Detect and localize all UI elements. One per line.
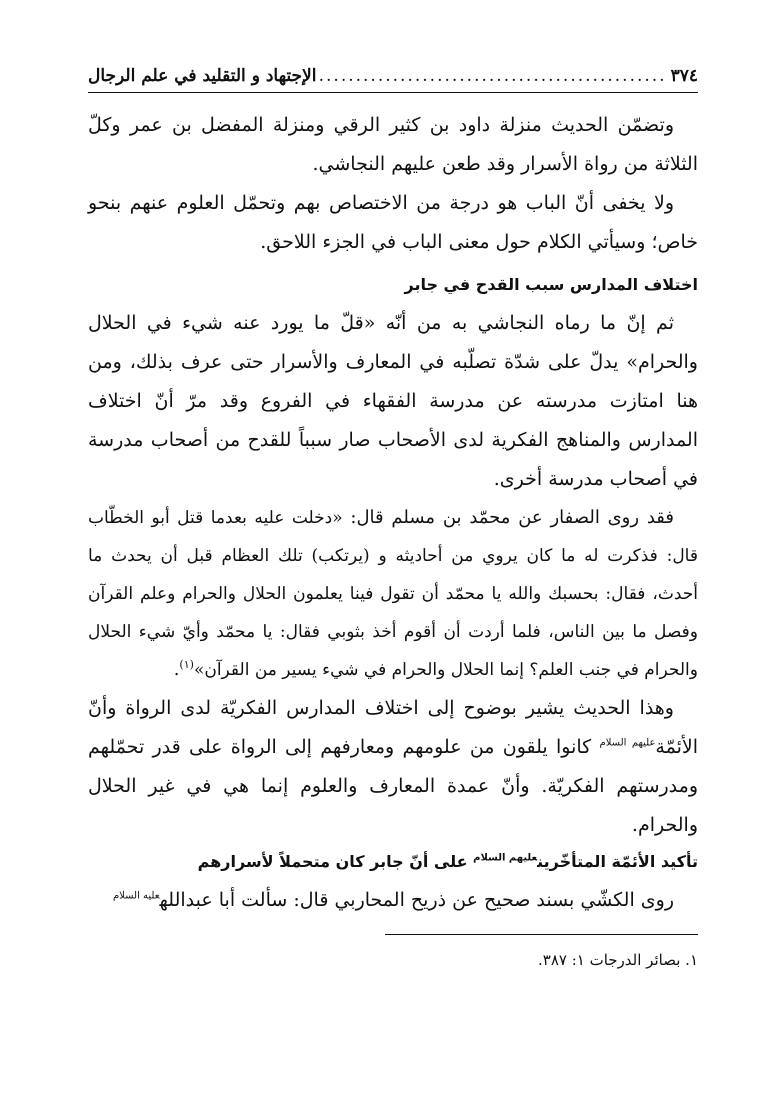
paragraph-1: وتضمّن الحديث منزلة داود بن كثير الرقي ومنزلة المفضل بن عمر وكلّ الثلاثة من رواة الأسرار وقد طعن عليهم النجاشي. bbox=[88, 114, 698, 175]
section-heading-1: اختلاف المدارس سبب القدح في جابر bbox=[404, 275, 698, 294]
honorific-symbol: عليهم السلام bbox=[599, 737, 656, 749]
paragraph-2: ولا يخفى أنّ الباب هو درجة من الاختصاص بهم وتحمّل العلوم عنهم بنحو خاص؛ وسيأتي الكلام حول معنى الباب في الجزء اللاحق. bbox=[88, 192, 698, 253]
section-heading-2 bbox=[88, 845, 698, 879]
running-header bbox=[88, 62, 698, 90]
paragraph-5 bbox=[88, 689, 698, 845]
paragraph-3 bbox=[88, 304, 698, 499]
running-title: الإجتهاد و التقليد في علم الرجال bbox=[88, 66, 317, 86]
paragraph-3-rest: يدلّ على شدّة تصلّبه في المعارف والأسرار حتى عرف بذلك، ومن هنا امتازت مدرسته عن مدرسة الفقهاء في الفروع وقد مرّ أنّ اختلاف المدارس والمناهج الفكرية لدى الأصحاب صار سبباً للقدح من أصحاب مدرسة في أصحاب مدرسة أخرى. bbox=[88, 351, 698, 490]
main-text bbox=[88, 106, 698, 920]
footnote-rule bbox=[385, 934, 698, 935]
paragraph-5-b: كانوا يلقون من علومهم ومعارفهم إلى الرواة على قدر تحمّلهم ومدرستهم الفكريّة. وأنّ عمدة المعارف والعلوم إنما هي في غير الحلال والحرام. bbox=[88, 736, 698, 836]
page-number: ٣٧٤ bbox=[670, 66, 698, 86]
section-heading-2-a: تأكيد الأئمّة المتأخّرين bbox=[537, 852, 698, 871]
paragraph-3-quote: «قلّ ما يورد عنه شيء في الحلال والحرام» bbox=[88, 312, 698, 373]
header-dot-leader bbox=[320, 66, 666, 86]
footnote-ref: (١) bbox=[179, 658, 194, 671]
paragraph-6-text: روى الكشّي بسند صحيح عن ذريح المحاربي قال: سألت أبا عبدالله bbox=[159, 889, 674, 911]
honorific-symbol: عليهم السلام bbox=[473, 852, 538, 864]
paragraph-5-a: وهذا الحديث يشير بوضوح إلى اختلاف المدارس الفكريّة لدى الرواة وأنّ الأئمّة bbox=[88, 697, 698, 758]
paragraph-3-lead: ثم إنّ ما رماه النجاشي به من أنّه bbox=[375, 312, 674, 334]
section-heading-2-b: على أنّ جابر كان متحملاً لأسرارهم bbox=[197, 852, 474, 871]
paragraph-4: فقد روى الصفار عن محمّد بن مسلم قال: «دخلت عليه بعدما قتل أبو الخطّاب قال: فذكرت له ما كان يروي من أحاديثه و (يرتكب) تلك العظام قبل أن يحدث ما أحدث، فقال: بحسبك والله يا محمّد أن تقول فينا يعلمون الحلال والحرام وعلم القرآن وفصل ما بين الناس، فلما أردت أن أقوم أخذ بثوبي فقال: يا محمّد وأيّ شيء الحلال والحرام في جنب العلم؟ إنما الحلال والحرام في شيء يسير من القرآن»$^{(١)}$. bbox=[88, 507, 698, 680]
paragraph-6 bbox=[88, 881, 698, 920]
footnote: ١. بصائر الدرجات ١: ٣٨٧. bbox=[537, 951, 698, 969]
hadith-quote: «دخلت عليه بعدما قتل أبو الخطّاب قال: فذكرت له ما كان يروي من أحاديثه و (يرتكب) تلك العظام قبل أن يحدث ما أحدث، فقال: بحسبك والله يا محمّد أن تقول فينا يعلمون الحلال والحرام وعلم القرآن وفصل ما بين الناس، فلما أردت أن أقوم أخذ بثوبي فقال: يا محمّد وأيّ شيء الحلال والحرام في جنب العلم؟ إنما الحلال والحرام في شيء يسير من القرآن» bbox=[88, 508, 698, 680]
honorific-symbol: عليه السلام bbox=[112, 890, 160, 902]
header-rule bbox=[88, 92, 698, 93]
paragraph-4-lead: فقد روى الصفار عن محمّد بن مسلم قال: bbox=[342, 507, 675, 528]
